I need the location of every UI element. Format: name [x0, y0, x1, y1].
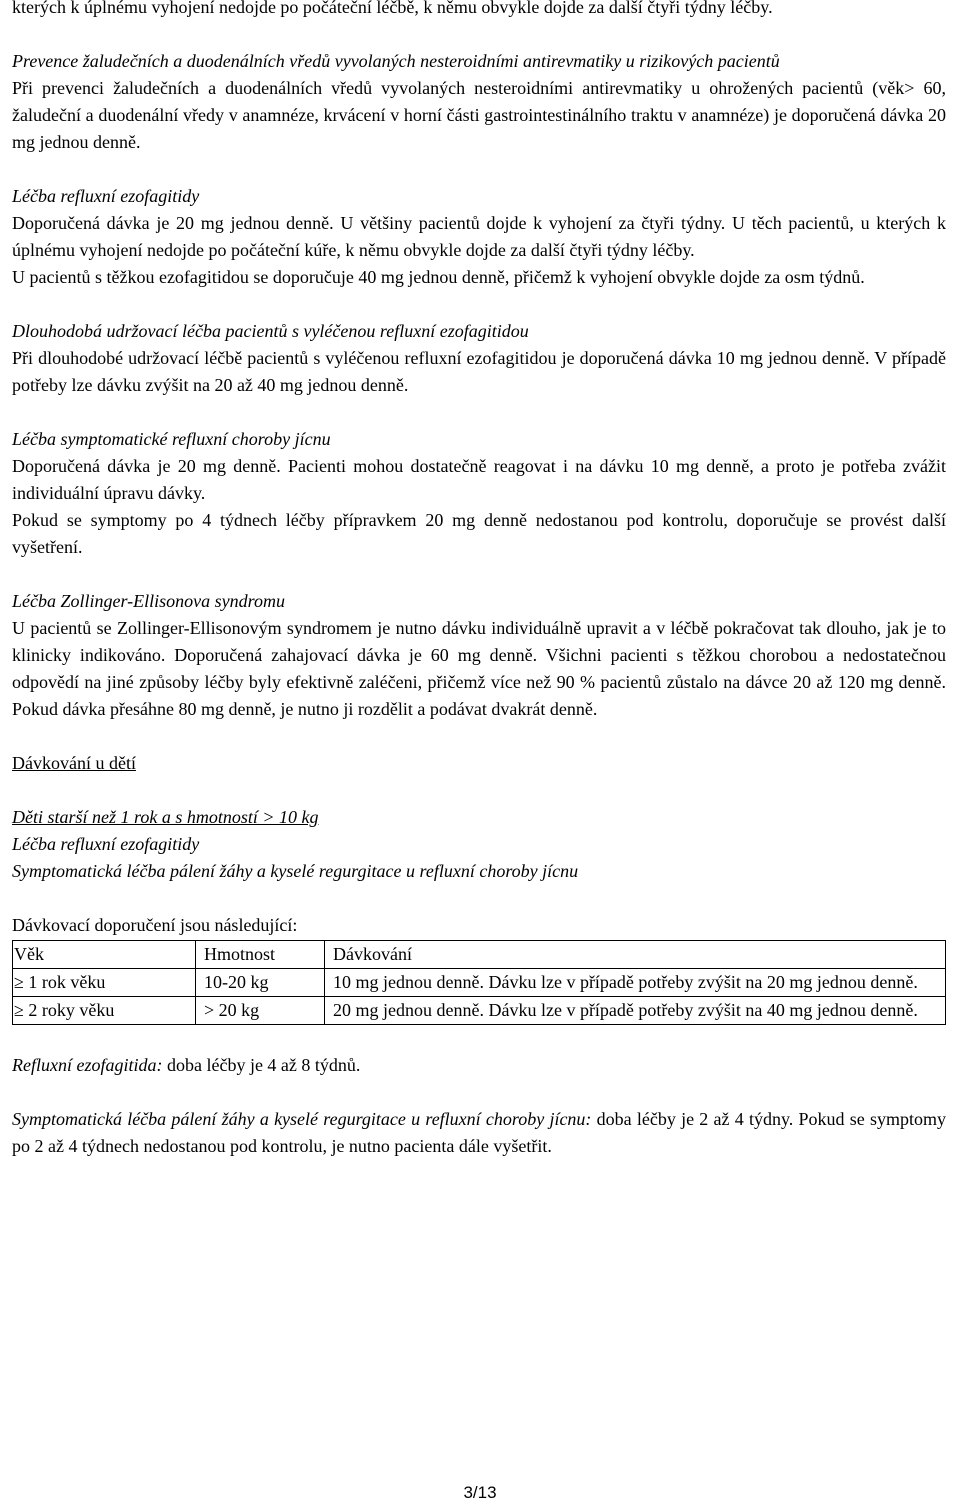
duration-esophagitis-label: Refluxní ezofagitida: [12, 1055, 163, 1075]
table-cell-weight: 10-20 kg [196, 969, 325, 997]
reflux-esophagitis-para1: Doporučená dávka je 20 mg jednou denně. U většiny pacientů dojde k vyhojení za čtyři týdny. U těch pacientů, u kterých k úplnému vyhojení nedojde po počáteční kúře, k němu obvykle dojde za další čtyři týdny léčby. [12, 213, 946, 260]
table-cell-weight: > 20 kg [196, 997, 325, 1025]
table-row [13, 969, 946, 997]
table-row [13, 997, 946, 1025]
duration-symptomatic-label: Symptomatická léčba pálení žáhy a kyselé regurgitace u refluxní choroby jícnu: [12, 1109, 592, 1129]
table-header-weight: Hmotnost [196, 941, 325, 969]
duration-esophagitis-text: doba léčby je 4 až 8 týdnů. [162, 1055, 361, 1075]
zollinger-body: U pacientů se Zollinger-Ellisonovým syndromem je nutno dávku individuálně upravit a v léčbě pokračovat tak dlouho, jak je to klinicky indikováno. Doporučená zahajovací dávka je 60 mg denně. Všichni pacienti s těžkou chorobou a nedostatečnou odpovědí na jiné způsoby léčby byly efektivně zaléčeni, přičemž více než 90 % pacientů zůstalo na dávce 20 až 120 mg denně. Pokud dávka přesáhne 80 mg denně, je nutno ji rozdělit a podávat dvakrát denně. [12, 618, 946, 719]
table-cell-dosing: 20 mg jednou denně. Dávku lze v případě potřeby zvýšit na 40 mg jednou denně. [325, 997, 946, 1025]
prevention-body: Při prevenci žaludečních a duodenálních vředů vyvolaných nesteroidními antirevmatiky u ohrožených pacientů (věk> 60, žaludeční a duodenální vředy v anamnéze, krvácení v horní části gastrointestinálního traktu v anamnéze) je doporučená dávka 20 mg jednou denně. [12, 78, 946, 152]
symptomatic-heading: Léčba symptomatické refluxní choroby jícnu [12, 429, 331, 449]
reflux-esophagitis-heading: Léčba refluxní ezofagitidy [12, 186, 200, 206]
intro-continuation: kterých k úplnému vyhojení nedojde po počáteční léčbě, k němu obvykle dojde za další čtyři týdny léčby. [12, 0, 773, 17]
table-header-row [13, 941, 946, 969]
page-number: 3/13 [463, 1483, 497, 1502]
table-cell-age: ≥ 2 roky věku [13, 997, 196, 1025]
maintenance-heading: Dlouhodobá udržovací léčba pacientů s vyléčenou refluxní ezofagitidou [12, 321, 529, 341]
children-indication-1: Léčba refluxní ezofagitidy [12, 834, 200, 854]
zollinger-heading: Léčba Zollinger-Ellisonova syndromu [12, 591, 285, 611]
children-indication-2: Symptomatická léčba pálení žáhy a kyselé regurgitace u refluxní choroby jícnu [12, 861, 579, 881]
prevention-heading: Prevence žaludečních a duodenálních vředů vyvolaných nesteroidními antirevmatiky u rizikových pacientů [12, 51, 780, 71]
duration-esophagitis [12, 1052, 946, 1079]
table-cell-dosing: 10 mg jednou denně. Dávku lze v případě potřeby zvýšit na 20 mg jednou denně. [325, 969, 946, 997]
children-dosing-heading: Dávkování u dětí [12, 753, 136, 773]
reflux-esophagitis-para2: U pacientů s těžkou ezofagitidou se doporučuje 40 mg jednou denně, přičemž k vyhojení obvykle dojde za osm týdnů. [12, 267, 865, 287]
children-subheading: Děti starší než 1 rok a s hmotností > 10 kg [12, 807, 319, 827]
table-header-age: Věk [13, 941, 196, 969]
maintenance-body: Při dlouhodobé udržovací léčbě pacientů s vyléčenou refluxní ezofagitidou je doporučená dávka 10 mg jednou denně. V případě potřeby lze dávku zvýšit na 20 až 40 mg jednou denně. [12, 348, 946, 395]
table-cell-age: ≥ 1 rok věku [13, 969, 196, 997]
symptomatic-para1: Doporučená dávka je 20 mg denně. Pacienti mohou dostatečně reagovat i na dávku 10 mg denně, a proto je potřeba zvážit individuální úpravu dávky. [12, 456, 946, 503]
table-header-dosing: Dávkování [325, 941, 946, 969]
table-intro: Dávkovací doporučení jsou následující: [12, 915, 298, 935]
document-page [12, 0, 946, 1160]
duration-symptomatic [12, 1106, 946, 1160]
duration-symptomatic-text: doba léčby je 2 až 4 týdny. Pokud se symptomy po 2 až 4 týdnech nedostanou pod kontrolu, je nutno pacienta dále vyšetřit. [12, 1109, 946, 1156]
dosing-table [12, 940, 946, 1025]
symptomatic-para2: Pokud se symptomy po 4 týdnech léčby přípravkem 20 mg denně nedostanou pod kontrolu, doporučuje se provést další vyšetření. [12, 510, 946, 557]
